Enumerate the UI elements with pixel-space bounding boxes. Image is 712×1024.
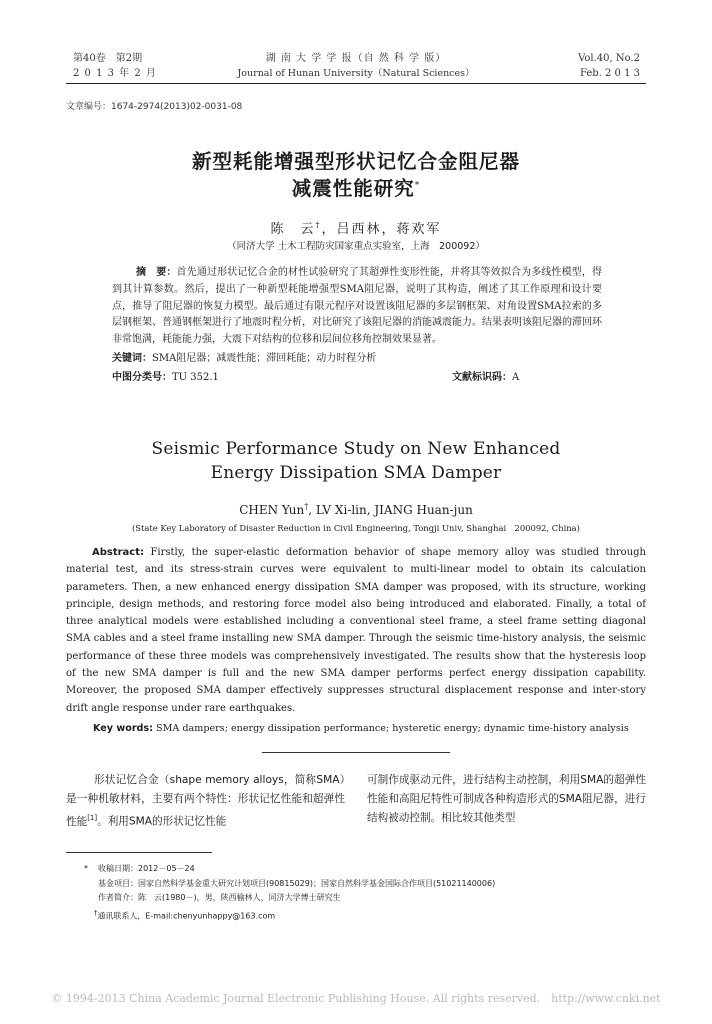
title-cn-line2: 减震性能研究 [291,177,415,200]
header-rule [66,83,646,84]
document-code-value: A [512,372,520,383]
affiliation-cn: （同济大学 土木工程防灾国家重点实验室，上海 200092） [227,241,485,252]
footnote-fund: 基金项目：国家自然科学基金重大研究计划项目(90815029)；国家自然科学基金国际合作项目(51021140006) [98,878,496,888]
authors-cn-rest: ，吕西林，蒋欢军 [321,222,442,237]
author-1-en: CHEN Yun [239,503,305,517]
keywords-cn-label: 关键词： [112,353,152,364]
section-divider [262,752,450,753]
title-footnote-mark: * [414,180,421,191]
abstract-en-label: Abstract: [92,547,145,558]
authors-cn [0,218,712,237]
keywords-en [93,723,653,734]
abstract-en [66,544,646,717]
keywords-cn [112,349,602,364]
author-1-mark-cn: † [315,220,322,230]
author-1-cn: 陈 云 [270,222,316,237]
body-left-ref: [1] [87,814,98,822]
footnotes [84,862,664,924]
affiliation-en: (State Key Laboratory of Disaster Reduction in Civil Engineering, Tongji Univ, Shanghai 200092, China) [132,523,580,533]
body-column-right: 可制作成驱动元件，进行结构主动控制，利用SMA的超弹性性能和高阻尼特性可制成各种构造形式的SMA阻尼器，进行结构被动控制。相比较其他类型 [367,774,646,824]
header-date-en: Feb. 2 0 1 3 [579,68,640,79]
header-journal-cn: 湖 南 大 学 学 报（自 然 科 学 版） [265,53,447,64]
authors-en-rest: , LV Xi-lin, JIANG Huan-jun [308,503,473,517]
classification-label: 中图分类号： [112,372,172,383]
title-cn-line1: 新型耗能增强型形状记忆合金阻尼器 [191,150,520,173]
keywords-en-label: Key words: [93,723,153,734]
document-code [452,368,519,383]
classification-number [112,368,219,383]
footnote-received: * 收稿日期：2012－05－24 [84,862,664,877]
title-en-line1: Seismic Performance Study on New Enhanced [151,439,561,459]
header-date-cn: 2 0 1 3 年 2 月 [73,68,157,79]
footnote-contact: †通讯联系人，E-mail:chenyunhappy@163.com [94,908,276,921]
abstract-cn [112,265,602,349]
footnote-asterisk: * [84,864,88,873]
document-code-label: 文献标识码： [452,372,512,383]
title-cn-line2-wrap [0,173,712,201]
footnote-author: 作者简介：陈 云(1980－)，男，陕西榆林人，同济大学博士研究生 [98,893,341,902]
header-volume-cn: 第40卷 第2期 [73,53,143,64]
footnote-rule [66,852,212,853]
article-number: 文章编号：1674-2974(2013)02-0031-08 [66,102,243,112]
authors-en [0,502,712,517]
title-en-line2: Energy Dissipation SMA Damper [210,463,502,483]
abstract-cn-label: 摘 要： [136,267,177,278]
body-column-left [66,771,345,832]
body-left-tail: 。利用SMA的形状记忆性能 [97,815,227,828]
copyright-watermark: © 1994-2013 China Academic Journal Electronic Publishing House. All rights reserved. http://www.cnki.net [51,992,661,1005]
header-volume-en: Vol.40, No.2 [578,53,640,64]
keywords-cn-text: SMA阻尼器；减震性能；滞回耗能；动力时程分析 [152,353,377,364]
keywords-en-text: SMA dampers; energy dissipation performance; hysteretic energy; dynamic time-history analysis [156,723,629,734]
author-1-mark-en: † [304,502,309,511]
classification-value: TU 352.1 [172,372,219,383]
footnote-dagger: † [94,908,98,917]
header-journal-en: Journal of Hunan University（Natural Sciences） [237,68,475,79]
abstract-cn-text: 首先通过形状记忆合金的材性试验研究了其超弹性变形性能，并将其等效拟合为多线性模型，得到其计算参数。然后，提出了一种新型耗能增强型SMA阻尼器，说明了其构造，阐述了其工作原理和设计要点，推导了阻尼器的恢复力模型。最后通过有限元程序对设置该阻尼器的多层钢框架、对角设置SMA拉索的多层钢框架、普通钢框架进行了地震时程分析，对比研究了该阻尼器的消能减震能力。结果表明该阻尼器的滞回环非常饱满，耗能能力强，大震下对结构的位移和层间位移角控制效果显著。 [112,267,603,346]
body-left-text: 形状记忆合金（shape memory alloys，简称SMA）是一种机敏材料，主要有两个特性：形状记忆性能和超弹性性能 [66,774,345,828]
abstract-en-text: Firstly, the super-elastic deformation behavior of shape memory alloy was studied through material test, and its stress-strain curves were equivalent to multi-linear model to obtain its calculation parameters. Then, a new enhanced energy dissipation SMA damper was proposed, with its structure, working principle, design methods, and restoring force model also being introduced and elaborated. Finally, a total of three analytical models were established including a conventional steel frame, a steel frame setting diagonal SMA cables and a steel frame installing new SMA damper. Through the seismic time-history analysis, the seismic performance of these three models was comprehensively investigated. The results show that the hysteresis loop of the new SMA damper is full and the new SMA damper performs perfect energy dissipation capability. Moreover, the proposed SMA damper effectively suppresses structural displacement response and inter-story drift angle response under rare earthquakes. [66,547,646,714]
